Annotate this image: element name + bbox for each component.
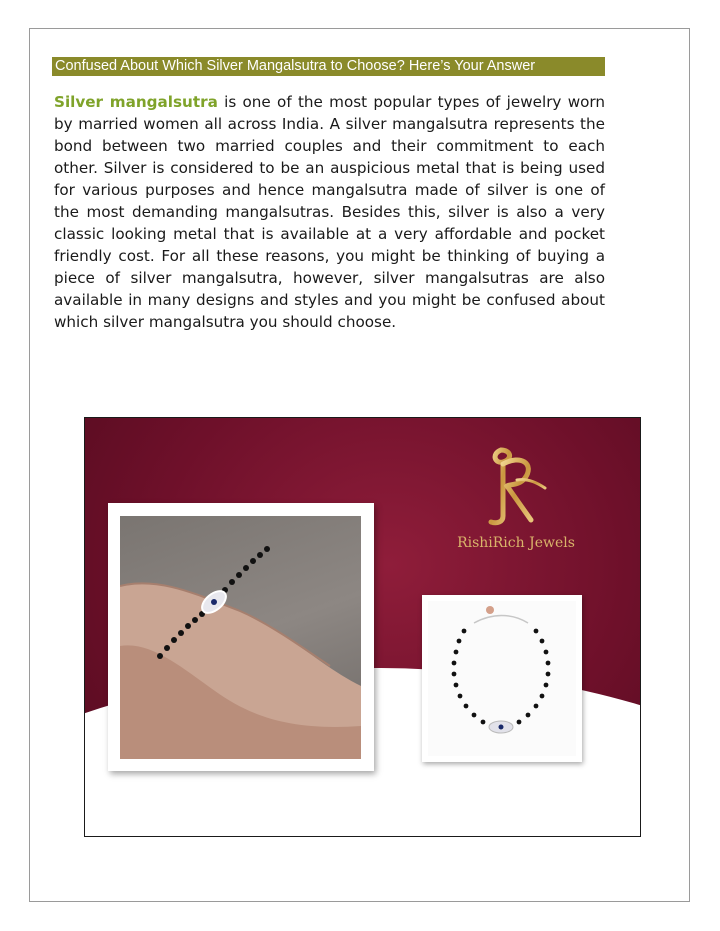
product-photo-frame <box>422 595 582 762</box>
bracelet-product-illustration <box>428 601 576 756</box>
article-body <box>54 91 605 333</box>
wrist-photo <box>120 516 361 759</box>
brand-name: RishiRich Jewels <box>457 535 575 551</box>
wrist-photo-frame <box>108 503 374 771</box>
article-title: Confused About Which Silver Mangalsutra to Choose? Here’s Your Answer <box>52 57 605 76</box>
product-photo <box>428 601 576 756</box>
lead-keyword: Silver mangalsutra <box>54 93 218 111</box>
wrist-bracelet-illustration <box>120 516 361 759</box>
product-banner <box>85 418 640 836</box>
rr-monogram-logo-icon <box>473 444 553 526</box>
body-paragraph: is one of the most popular types of jewelry worn by married women all across India. A silver mangalsutra represents the bond between two married couples and their commitment to each other. Silver is considered to be an auspicious metal that is being used for various purposes and hence mangalsutra made of silver is one of the most demanding mangalsutras. Besides this, silver is also a very classic looking metal that is available at a very affordable and pocket friendly cost. For all these reasons, you might be thinking of buying a piece of silver mangalsutra, however, silver mangalsutras are also available in many designs and styles and you might be confused about which silver mangalsutra you should choose. <box>54 93 606 331</box>
